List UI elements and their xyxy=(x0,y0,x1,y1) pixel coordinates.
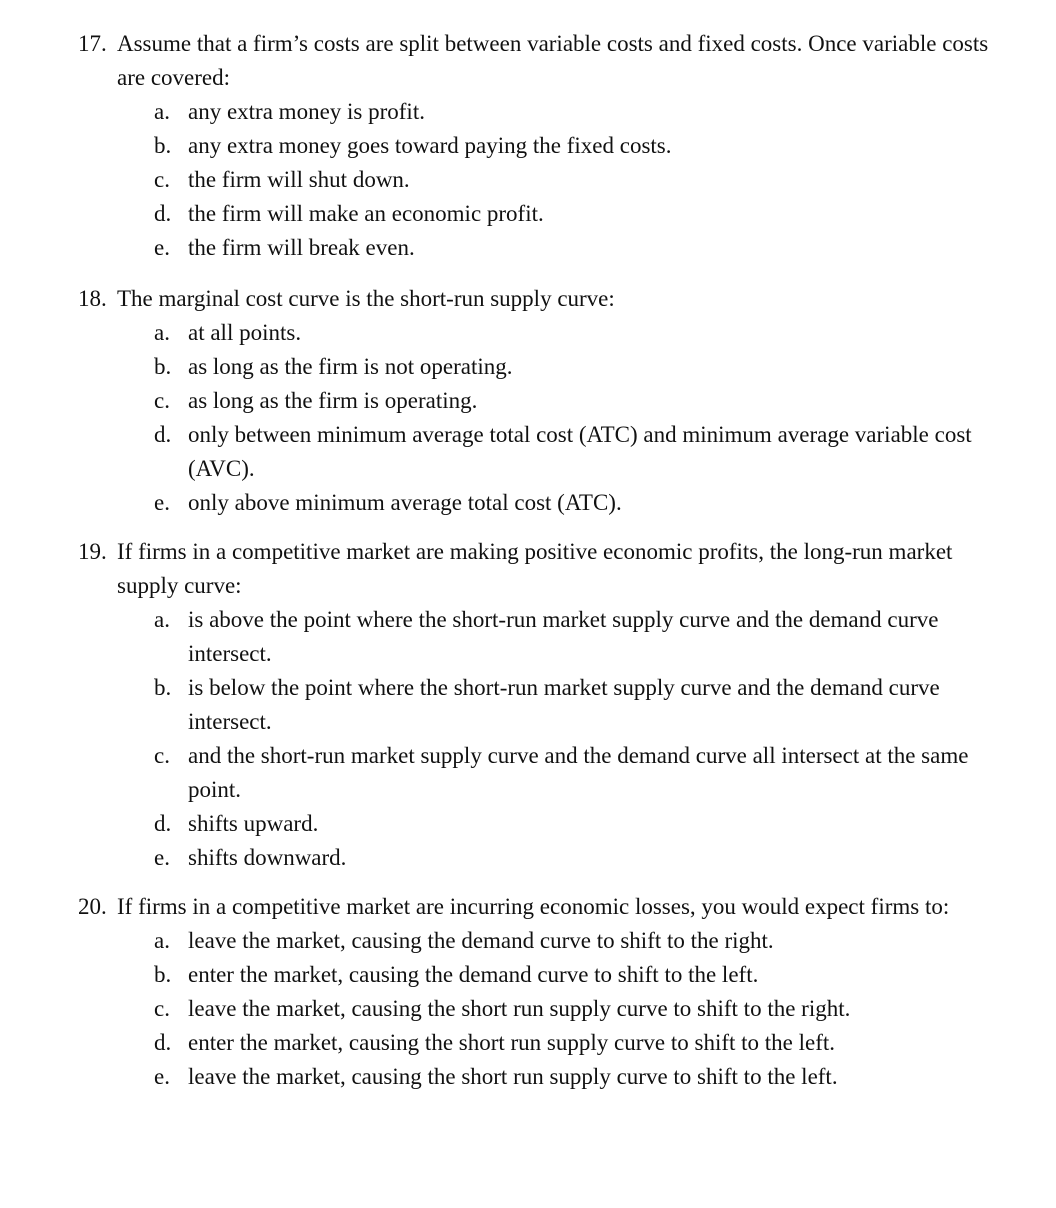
option-a[interactable] xyxy=(78,316,1018,350)
option-text: shifts downward. xyxy=(188,845,347,870)
option-a[interactable] xyxy=(78,603,1018,671)
options-list xyxy=(78,924,1018,1094)
option-letter: a. xyxy=(154,320,170,345)
option-text: enter the market, causing the short run supply curve to shift to the left. xyxy=(188,1030,836,1055)
option-text: is above the point where the short-run market supply curve and the demand curve intersect. xyxy=(188,607,939,666)
option-c[interactable] xyxy=(78,739,1018,807)
option-b[interactable] xyxy=(78,958,1018,992)
option-c[interactable] xyxy=(78,992,1018,1026)
option-text: enter the market, causing the demand curve to shift to the left. xyxy=(188,962,759,987)
option-letter: b. xyxy=(154,133,172,158)
option-text: as long as the firm is operating. xyxy=(188,388,478,413)
option-c[interactable] xyxy=(78,384,1018,418)
option-text: leave the market, causing the short run supply curve to shift to the right. xyxy=(188,996,851,1021)
option-text: only above minimum average total cost (ATC). xyxy=(188,490,622,515)
option-letter: d. xyxy=(154,422,172,447)
option-b[interactable] xyxy=(78,350,1018,384)
option-text: leave the market, causing the short run supply curve to shift to the left. xyxy=(188,1064,838,1089)
option-text: any extra money goes toward paying the fixed costs. xyxy=(188,133,672,158)
option-c[interactable] xyxy=(78,163,1018,197)
option-letter: e. xyxy=(154,1064,170,1089)
option-text: as long as the firm is not operating. xyxy=(188,354,513,379)
option-text: at all points. xyxy=(188,320,302,345)
question-20 xyxy=(78,890,1018,1094)
question-text: If firms in a competitive market are incurring economic losses, you would expect firms to: xyxy=(117,894,950,919)
option-letter: e. xyxy=(154,490,170,515)
option-d[interactable] xyxy=(78,197,1018,231)
question-18 xyxy=(78,282,1018,520)
option-letter: d. xyxy=(154,811,172,836)
question-stem xyxy=(78,890,1018,924)
question-stem xyxy=(78,27,1018,95)
question-text: The marginal cost curve is the short-run supply curve: xyxy=(117,286,615,311)
option-letter: b. xyxy=(154,675,172,700)
option-letter: a. xyxy=(154,607,170,632)
option-text: any extra money is profit. xyxy=(188,99,425,124)
question-number: 20. xyxy=(78,894,107,919)
question-stem xyxy=(78,535,1018,603)
option-e[interactable] xyxy=(78,1060,1018,1094)
option-letter: c. xyxy=(154,996,170,1021)
question-17 xyxy=(78,27,1018,265)
option-text: the firm will make an economic profit. xyxy=(188,201,544,226)
options-list xyxy=(78,95,1018,265)
option-text: the firm will break even. xyxy=(188,235,415,260)
options-list xyxy=(78,316,1018,520)
option-letter: c. xyxy=(154,743,170,768)
option-letter: a. xyxy=(154,99,170,124)
question-stem xyxy=(78,282,1018,316)
option-letter: c. xyxy=(154,167,170,192)
question-number: 19. xyxy=(78,539,107,564)
option-a[interactable] xyxy=(78,924,1018,958)
option-b[interactable] xyxy=(78,129,1018,163)
question-19 xyxy=(78,535,1018,875)
option-d[interactable] xyxy=(78,807,1018,841)
option-letter: d. xyxy=(154,201,172,226)
option-letter: e. xyxy=(154,845,170,870)
option-e[interactable] xyxy=(78,231,1018,265)
option-text: the firm will shut down. xyxy=(188,167,410,192)
question-text: Assume that a firm’s costs are split between variable costs and fixed costs. Once variable costs are covered: xyxy=(117,31,989,90)
option-letter: c. xyxy=(154,388,170,413)
question-number: 17. xyxy=(78,31,107,56)
question-text: If firms in a competitive market are making positive economic profits, the long-run market supply curve: xyxy=(117,539,953,598)
question-number: 18. xyxy=(78,286,107,311)
option-letter: b. xyxy=(154,962,172,987)
option-letter: e. xyxy=(154,235,170,260)
option-a[interactable] xyxy=(78,95,1018,129)
option-e[interactable] xyxy=(78,486,1018,520)
option-text: shifts upward. xyxy=(188,811,319,836)
option-text: is below the point where the short-run market supply curve and the demand curve intersect. xyxy=(188,675,940,734)
option-letter: d. xyxy=(154,1030,172,1055)
option-letter: a. xyxy=(154,928,170,953)
option-letter: b. xyxy=(154,354,172,379)
option-b[interactable] xyxy=(78,671,1018,739)
options-list xyxy=(78,603,1018,875)
option-d[interactable] xyxy=(78,418,1018,486)
option-text: and the short-run market supply curve and the demand curve all intersect at the same point. xyxy=(188,743,969,802)
option-d[interactable] xyxy=(78,1026,1018,1060)
option-text: only between minimum average total cost (ATC) and minimum average variable cost (AVC). xyxy=(188,422,972,481)
option-text: leave the market, causing the demand curve to shift to the right. xyxy=(188,928,774,953)
option-e[interactable] xyxy=(78,841,1018,875)
